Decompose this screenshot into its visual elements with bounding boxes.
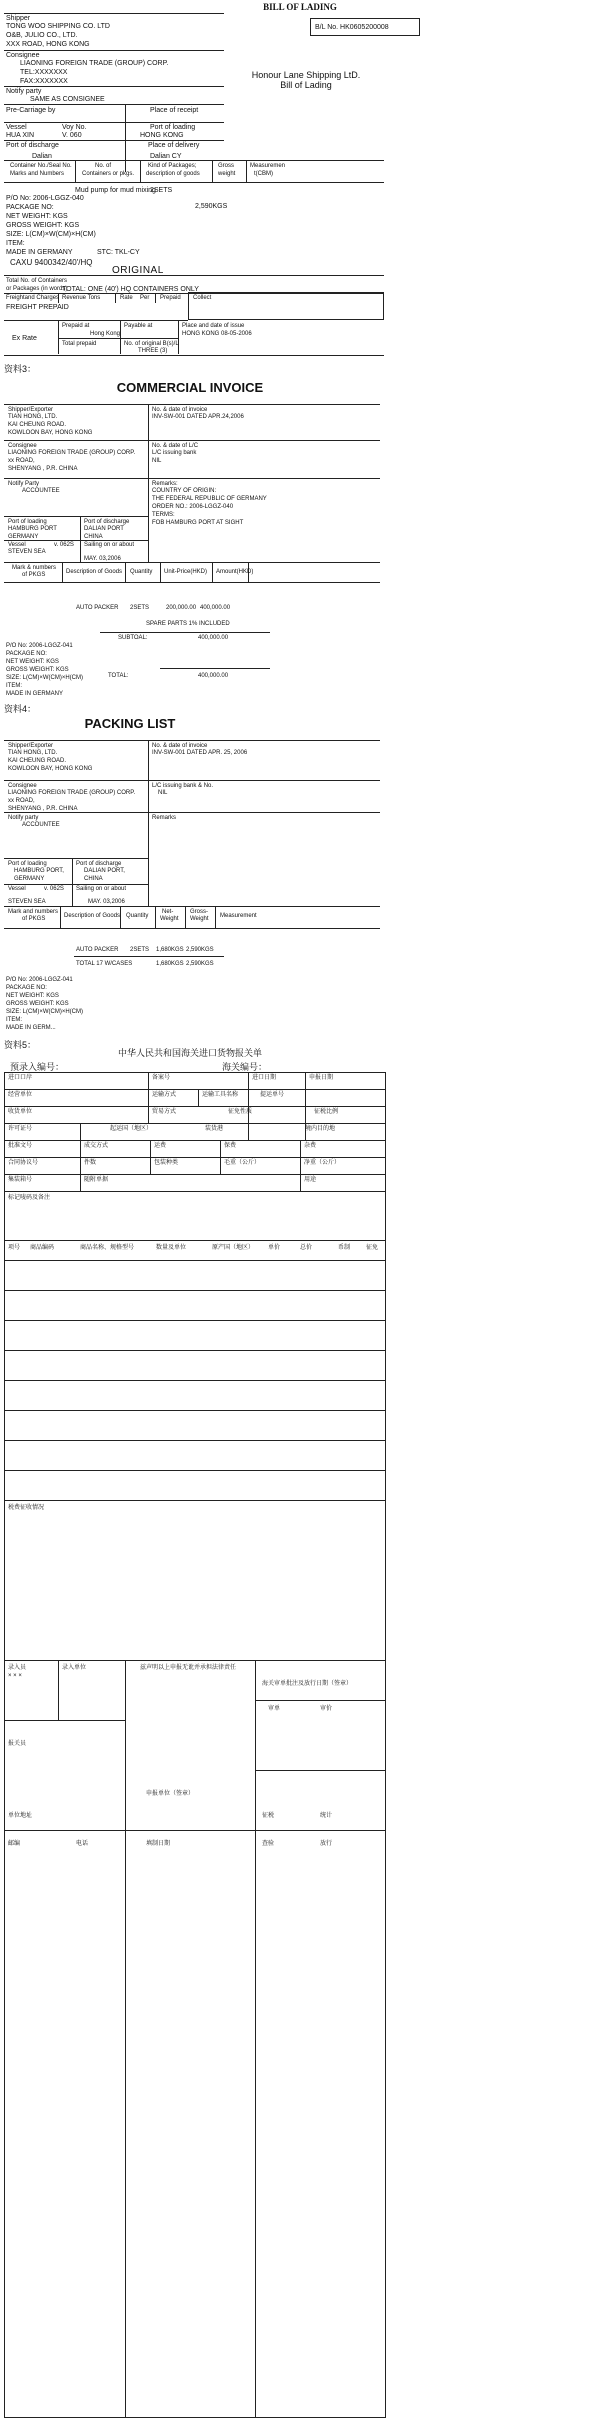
inv-item-qty: 2SETS	[130, 605, 150, 611]
pl-lc-value: NIL	[158, 790, 168, 796]
bl-goods-desc: Mud pump for mud mixing	[75, 187, 156, 194]
bl-total-prepaid-label: Total prepaid	[62, 341, 97, 347]
bl-total-value: TOTAL: ONE (40') HQ CONTAINERS ONLY	[62, 286, 199, 293]
bl-collect-box	[188, 292, 384, 320]
bl-discharge-value: Dalian	[32, 153, 52, 160]
pl-vessel-label: Vessel	[8, 886, 26, 892]
inv-remarks-label: Remarks:	[152, 481, 178, 487]
bl-title: BILL OF LADING	[263, 2, 337, 12]
pl-total-label: TOTAL 17 W/CASES	[76, 961, 133, 967]
bl-collect-label: Collect	[193, 295, 212, 301]
bl-prepaid-label: Prepaid	[160, 295, 181, 301]
pl-item-net: 1,680KGS	[156, 947, 184, 953]
bl-col-kind: Kind of Packages;	[148, 163, 197, 169]
pl-vessel-voy: v. 062S	[44, 886, 64, 892]
bl-col-kind2: description of goods	[146, 171, 200, 177]
pl-total-gross: 2,590KGS	[186, 961, 214, 967]
inv-col-marks2: of PKGS	[22, 572, 46, 578]
cd-col-qty: 数量及单位	[156, 1245, 187, 1251]
cd-tax: 税费征收情况	[8, 1505, 45, 1511]
bl-goods-qty: 2SETS	[150, 187, 173, 194]
inv-discharge-label: Port of discharge	[84, 519, 130, 525]
cd-r3-receiver: 收货单位	[8, 1109, 33, 1115]
cd-r1-import-date: 进口日期	[252, 1075, 277, 1081]
bl-company-doc: Bill of Lading	[280, 80, 332, 90]
pl-consignee-label: Consignee	[8, 783, 37, 789]
bl-vessel-value: HUA XIN	[6, 132, 35, 139]
cd-approval: 海关审单批注及放行日期（签章）	[262, 1681, 353, 1687]
bl-number: B/L No. HK0605200008	[310, 18, 420, 36]
bl-col-no2: Containers or pkgs.	[82, 171, 135, 177]
inv-loading-label: Port of loading	[8, 519, 47, 525]
cd-entry-unit: 录入单位	[62, 1665, 87, 1671]
bl-orig-bl-label: No. of original B(s)/L	[124, 341, 179, 347]
cd-frame	[4, 1072, 386, 2418]
cd-r4-port: 装货港	[205, 1126, 224, 1132]
inv-shipper-label: Shipper/Exporter	[8, 407, 54, 413]
cd-r5-deal: 成交方式	[84, 1143, 109, 1149]
bl-consignee-block: LIAONING FOREIGN TRADE (GROUP) CORP. TEL:XXXXXXX FAX:XXXXXXX	[20, 60, 169, 85]
bl-loading-value: HONG KONG	[140, 132, 184, 139]
bl-prepaid-at-label: Prepaid at	[62, 323, 90, 329]
pl-shipper-label: Shipper/Exporter	[8, 743, 54, 749]
inv-invno-value: INV-SW-001 DATED APR.24,2006	[152, 414, 244, 420]
pl-vessel-name: STEVEN SEA	[8, 899, 46, 905]
pl-col-gross2: Weight	[190, 916, 209, 922]
cd-postcode: 邮编	[8, 1841, 21, 1847]
bl-total-label1: Total No. of Containers	[6, 278, 68, 284]
bl-company-name: Honour Lane Shipping LtD.	[251, 70, 361, 80]
cd-unit-addr: 单位地址	[8, 1813, 33, 1819]
cd-r3-trade: 贸易方式	[152, 1109, 177, 1115]
inv-notify-value: ACCOUNTEE	[22, 488, 60, 494]
bl-container-no: CAXU 9400342/40'/HQ	[10, 258, 93, 267]
cd-col-total: 总价	[300, 1245, 313, 1251]
pl-item-qty: 2SETS	[130, 947, 150, 953]
bl-goods-weight: 2,590KGS	[195, 203, 228, 210]
cd-r4-destination: 境内目的地	[305, 1126, 336, 1132]
cd-stats: 统计	[320, 1813, 333, 1819]
pl-consignee-block: LIAONING FOREIGN TRADE (GROUP) CORP. xx ROAD, SHENYANG , P.R. CHINA	[8, 790, 136, 812]
pl-invno-label: No. & date of invoice	[152, 743, 208, 749]
pl-notify-value: ACCOUNTEE	[22, 822, 60, 828]
bl-freight-value: FREIGHT PREPAID	[6, 304, 69, 311]
inv-col-desc: Description of Goods	[66, 569, 123, 575]
inv-total-label: TOTAL:	[108, 673, 129, 679]
cd-marks: 标记唛码及备注	[8, 1195, 51, 1201]
cd-review: 审价	[320, 1706, 333, 1712]
pl-col-net1: Net-	[162, 909, 174, 915]
bl-delivery-value: Dalian CY	[150, 153, 182, 160]
cd-r1-port: 进口口岸	[8, 1075, 33, 1081]
cd-r6-packing: 包装种类	[154, 1160, 179, 1166]
bl-rate-label: Rate	[120, 295, 133, 301]
bl-col-gross: Gross	[218, 163, 235, 169]
pl-marks-block: P/O No: 2006-LGGZ-041 PACKAGE NO: NET WEIGHT: KGS GROSS WEIGHT: KGS SIZE: L(CM)×W(CM)×H(CM) ITEM: MADE IN GERM...	[6, 977, 83, 1031]
inv-lc-block: L/C issuing bank NIL	[152, 450, 197, 464]
cd-declarant: 报关员	[8, 1741, 27, 1747]
cd-r7-usage: 用途	[304, 1177, 317, 1183]
cd-r2-operator: 经营单位	[8, 1092, 33, 1098]
bl-discharge-label: Port of discharge	[6, 142, 59, 149]
bl-col-meas2: t(CBM)	[254, 171, 273, 177]
inv-invno-label: No. & date of invoice	[152, 407, 208, 413]
cd-r2-bill: 提运单号	[260, 1092, 285, 1098]
cd-r3-tax-ratio: 征税比例	[314, 1109, 339, 1115]
cd-r4-license: 许可证号	[8, 1126, 33, 1132]
cd-r6-contract: 合同协议号	[8, 1160, 39, 1166]
pl-col-marks1: Mark and numbers	[8, 909, 59, 915]
bl-col-gross2: weight	[218, 171, 236, 177]
pl-discharge-block: DALIAN PORT, CHINA	[84, 868, 125, 882]
pl-loading-label: Port of loading	[8, 861, 47, 867]
cd-r5-insurance: 保费	[224, 1143, 237, 1149]
cd-entry-marks: × × ×	[8, 1673, 22, 1679]
pl-title: PACKING LIST	[84, 716, 176, 731]
cd-r5-freight: 运费	[154, 1143, 167, 1149]
inv-lc-label: No. & date of L/C	[152, 443, 199, 449]
bl-shipper-label: Shipper	[6, 15, 31, 22]
inv-vessel-label: Vessel	[8, 542, 26, 548]
cd-r6-pieces: 件数	[84, 1160, 97, 1166]
pl-invno-value: INV-SW-001 DATED APR. 25, 2006	[152, 750, 248, 756]
inv-col-marks1: Mark & numbers	[12, 565, 57, 571]
pl-lc-label: L/C issuing bank & No.	[152, 783, 214, 789]
bl-issue-label: Place and date of issue	[182, 323, 245, 329]
inv-col-amount: Amount(HKD)	[216, 569, 254, 575]
pl-ref: 资料4：	[4, 704, 37, 714]
cd-release: 放行	[320, 1841, 333, 1847]
cd-title: 中华人民共和国海关进口货物报关单	[117, 1049, 262, 1059]
bl-stc: STC: TKL-CY	[97, 249, 140, 256]
bl-consignee-label: Consignee	[6, 52, 40, 59]
cd-col-code: 商品编码	[30, 1245, 55, 1251]
inv-title: COMMERCIAL INVOICE	[116, 380, 264, 395]
bl-notify-label: Notify party	[6, 88, 42, 95]
cd-col-origin: 原产国（地区）	[212, 1245, 255, 1251]
bl-col-container: Container No./Seal No.	[10, 163, 72, 169]
inv-item-price: 200,000.00	[166, 605, 197, 611]
cd-r7-docs: 随附单据	[84, 1177, 109, 1183]
bl-orig-bl-value: THREE (3)	[138, 348, 168, 354]
cd-r6-net: 净重（公斤）	[304, 1160, 341, 1166]
cd-r6-gross: 毛重（公斤）	[224, 1160, 261, 1166]
bl-delivery-label: Place of delivery	[148, 142, 200, 149]
pl-notify-label: Notify party	[8, 815, 39, 821]
bl-voy-label: Voy No.	[62, 124, 87, 131]
pl-sailing-value: MAY. 03,2006	[88, 899, 125, 905]
inv-item-name: AUTO PACKER	[76, 605, 119, 611]
cd-col-exempt: 征免	[366, 1245, 379, 1251]
pl-total-net: 1,680KGS	[156, 961, 184, 967]
bl-shipper-block: TONG WOO SHIPPING CO. LTD O&B, JULIO CO., LTD. XXX ROAD, HONG KONG	[6, 23, 110, 48]
pl-col-gross1: Gross-	[190, 909, 208, 915]
cd-r7-container: 集装箱号	[8, 1177, 33, 1183]
cd-r2-transport: 运输方式	[152, 1092, 177, 1098]
inv-remarks-block: COUNTRY OF ORIGIN: THE FEDERAL REPUBLIC OF GERMANY ORDER NO.: 2006-LGGZ-040 TERMS: FOB HAMBURG PORT AT SIGHT	[152, 488, 267, 526]
pl-col-meas: Measurement	[220, 913, 257, 919]
pl-col-marks2: of PKGS	[22, 916, 46, 922]
bl-col-marks: Marks and Numbers	[10, 171, 65, 177]
inv-col-qty: Quantity	[130, 569, 153, 575]
cd-audit: 审单	[268, 1706, 281, 1712]
bl-original: ORIGINAL	[112, 265, 164, 276]
inv-spare-note: SPARE PARTS 1% INCLUDED	[146, 621, 230, 627]
cd-declaration: 兹声明以上申报无讹并承担法律责任	[140, 1665, 237, 1671]
cd-customs-no: 海关编号：	[222, 1063, 268, 1073]
inv-total-value: 400,000.00	[198, 673, 229, 679]
inv-marks-block: P/O No: 2006-LGGZ-041 PACKAGE NO: NET WEIGHT: KGS GROSS WEIGHT: KGS SIZE: L(CM)×W(CM)×H(CM) ITEM: MADE IN GERMANY	[6, 643, 83, 697]
bl-freight-label: Freightand Charges	[6, 295, 60, 301]
inv-sailing-label: Sailing on or about	[84, 542, 135, 548]
bl-prepaid-at-value: Hong Kong	[90, 331, 121, 337]
inv-vessel-name: STEVEN SEA	[8, 549, 46, 555]
inv-discharge-block: DALIAN PORT CHINA	[84, 526, 124, 540]
cd-col-item: 项号	[8, 1245, 21, 1251]
cd-seal: 申报单位（签章）	[146, 1791, 195, 1797]
pl-loading-block: HAMBURG PORT, GERMANY	[14, 868, 64, 882]
bl-precarriage-label: Pre-Carriage by	[6, 107, 56, 114]
cd-r3-exemption: 征免性质	[228, 1109, 253, 1115]
inv-consignee-block: LIAONING FOREIGN TRADE (GROUP) CORP. xx ROAD, SHENYANG , P.R. CHINA	[8, 450, 136, 472]
bl-payable-label: Payable at	[124, 323, 153, 329]
inv-consignee-label: Consignee	[8, 443, 37, 449]
inv-loading-block: HAMBURG PORT GERMANY	[8, 526, 57, 540]
cd-pre-no: 预录入编号：	[10, 1063, 65, 1073]
bl-per-label: Per	[140, 295, 150, 301]
bl-issue-value: HONG KONG 08-05-2006	[182, 331, 252, 337]
inv-ref: 资料3：	[4, 364, 37, 374]
bl-notify-value: SAME AS CONSIGNEE	[30, 96, 105, 103]
bl-loading-label: Port of loading	[150, 124, 196, 131]
bl-col-no: No. of	[95, 163, 112, 169]
pl-col-net2: Weight	[160, 916, 179, 922]
inv-subtotal-value: 400,000.00	[198, 635, 229, 641]
pl-item-gross: 2,590KGS	[186, 947, 214, 953]
pl-col-qty: Quantity	[126, 913, 149, 919]
cd-r1-record: 备案号	[152, 1075, 171, 1081]
cd-ref: 资料5：	[4, 1040, 37, 1050]
cd-levy: 征税	[262, 1813, 275, 1819]
bl-vessel-label: Vessel	[6, 124, 27, 131]
inv-item-amount: 400,000.00	[200, 605, 231, 611]
bl-col-meas: Measuremen	[250, 163, 286, 169]
pl-sailing-label: Sailing on or about	[76, 886, 127, 892]
cd-fill-date: 填制日期	[146, 1841, 171, 1847]
cd-r5-approval: 批准文号	[8, 1143, 33, 1149]
cd-r2-vehicle: 运输工具名称	[202, 1092, 239, 1098]
inv-col-price: Unit-Price(HKD)	[164, 569, 208, 575]
bl-revenue-label: Revenue Tons	[62, 295, 101, 301]
cd-col-price: 单价	[268, 1245, 281, 1251]
bl-exrate-label: Ex Rate	[12, 335, 37, 342]
bl-voy-value: V. 060	[62, 132, 82, 139]
pl-remarks-label: Remarks	[152, 815, 177, 821]
pl-col-desc: Description of Goods	[64, 913, 121, 919]
pl-discharge-label: Port of discharge	[76, 861, 122, 867]
cd-r4-origin: 起运国（地区）	[110, 1126, 153, 1132]
inv-vessel-voy: v. 062S	[54, 542, 74, 548]
cd-phone: 电话	[76, 1841, 89, 1847]
pl-shipper-block: TIAN HONG, LTD. KAI CHEUNG ROAD. KOWLOON BAY, HONG KONG	[8, 750, 93, 772]
inv-shipper-block: TIAN HONG, LTD. KAI CHEUNG ROAD. KOWLOON BAY, HONG KONG	[8, 414, 93, 436]
cd-r5-misc: 杂费	[304, 1143, 317, 1149]
inv-notify-label: Notify Party	[8, 481, 40, 487]
bl-marks-block: P/O No: 2006-LGGZ-040 PACKAGE NO: NET WEIGHT: KGS GROSS WEIGHT: KGS SIZE: L(CM)×W(CM)×H(CM) ITEM: MADE IN GERMANY	[6, 195, 96, 256]
inv-subtotal-label: SUBTOAL:	[118, 635, 148, 641]
cd-col-currency: 币制	[338, 1245, 351, 1251]
bl-receipt-label: Place of receipt	[150, 107, 199, 114]
cd-inspect: 查验	[262, 1841, 275, 1847]
cd-entry-person: 录入员	[8, 1665, 27, 1671]
inv-sailing-value: MAY. 03,2006	[84, 556, 121, 562]
cd-r1-declare-date: 申报日期	[309, 1075, 334, 1081]
bl-total-label2: or Packages (in words)	[6, 286, 68, 292]
cd-col-name: 商品名称、规格型号	[80, 1245, 135, 1251]
pl-item-name: AUTO PACKER	[76, 947, 119, 953]
